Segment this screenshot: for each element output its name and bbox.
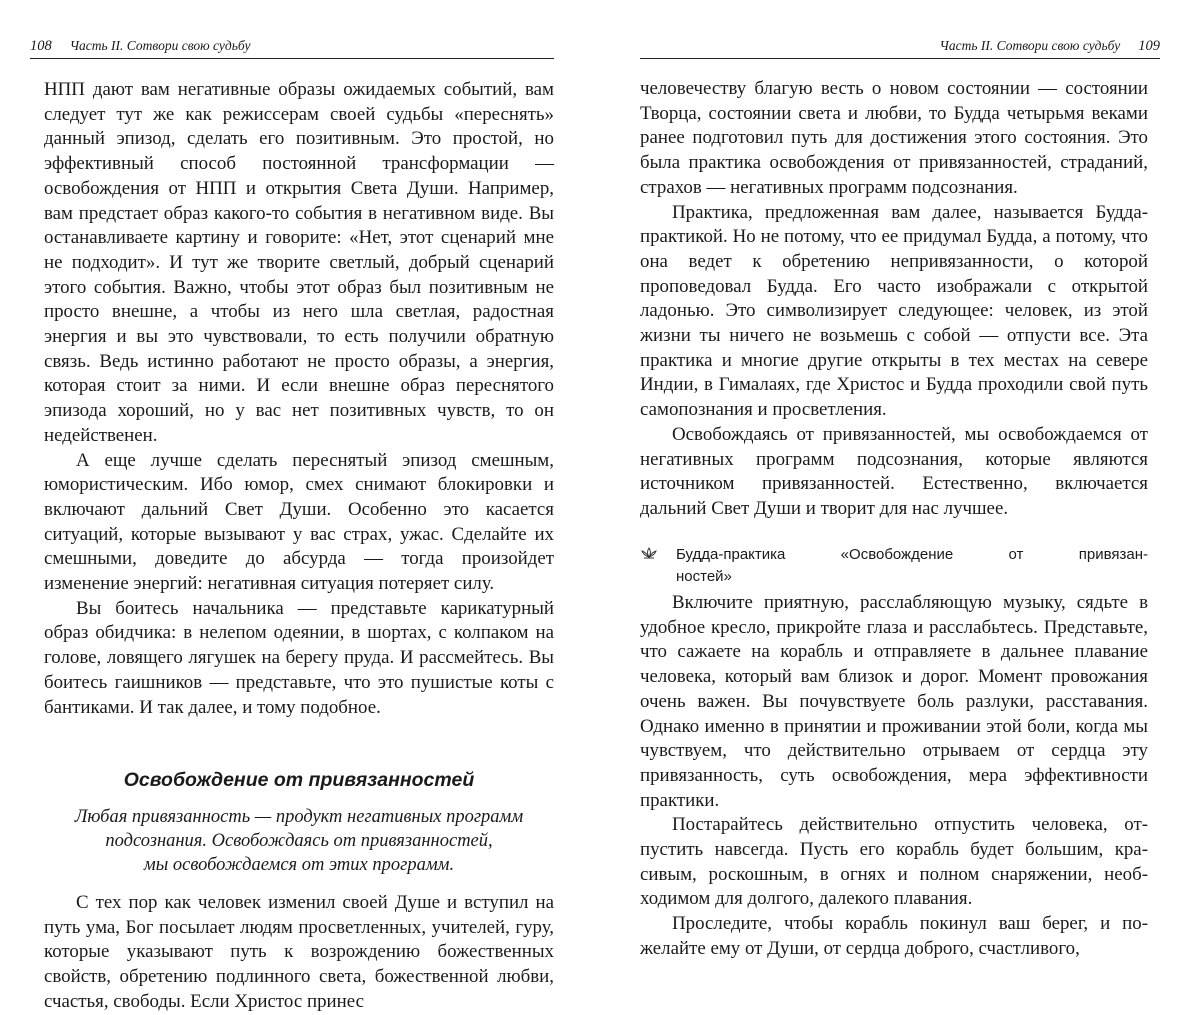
epigraph-line-2: подсознания. Освобождаясь от привязанностей, (105, 830, 493, 851)
practice-heading (640, 544, 1148, 588)
practice-heading-line-1: Будда-практика «Освобождение от привязан- (676, 546, 1148, 563)
right-paragraph-2: Практика, предложенная вам далее, называется Будда-практикой. Но не потому, что ее придумал Будда, а потому, что она ведет к обретению непривязанности, о которой проповедовал Будда. Его часто изображали с открытой ладонью. Это символизирует следующее: человек, из этой жизни ты ничего не возьмешь с собой — отпусти все. Эта практика и многие другие открыты в тех местах на севере Индии, в Гималаях, где Христос и Будда проходили свой путь самопознания и просветления. (640, 201, 1148, 421)
left-paragraph-3: Вы боитесь начальника — представьте карикатурный образ обидчика: в нелепом одеянии, в шортах, с колпаком на голове, ловящего лягушек на берегу пруда. И рассмейтесь. Вы боитесь гаишников — представьте, что это пушистые коты с бантиками. И так далее, и тому подобное. (44, 597, 554, 718)
right-paragraph-6: Проследите, чтобы корабль покинул ваш берег, и пожелайте ему от Души, от сердца доброго, счастливого, (640, 913, 1148, 959)
practice-heading-line-2: ностей» (676, 568, 732, 585)
lotus-ornament-icon (640, 544, 658, 566)
right-page-body-top (640, 77, 1148, 522)
left-page-number: 108 (30, 38, 52, 54)
left-running-head (30, 38, 554, 59)
right-paragraph-5: Постарайтесь действительно отпустить человека, отпустить навсегда. Пусть его корабль будет большим, красивым, роскошным, в огнях и полном снаряжении, необходимом для долгого, далекого плавания. (640, 814, 1148, 910)
right-running-head (640, 38, 1160, 59)
left-page-body (44, 78, 554, 1015)
epigraph-line-1: Любая привязанность — продукт негативных программ (74, 806, 524, 827)
epigraph-line-3: мы освобождаемся от этих программ. (143, 854, 455, 875)
right-page-number: 109 (1138, 38, 1160, 54)
right-running-head-title: Часть II. Сотвори свою судьбу (939, 38, 1121, 53)
left-paragraph-4: С тех пор как человек изменил своей Душе и вступил на путь ума, Бог посылает людям просветленных, учителей, гуру, которые указывают путь к возрождению божественных свойств, обретению подлинного света, божественной любви, счастья, свободы. Если Христос принес (44, 891, 554, 1012)
right-paragraph-1: человечеству благую весть о новом состоянии — состоянии Творца, состоянии света и любви, то Будда четырьмя веками ранее подготовил путь для достижения этого состояния. Это была практика освобождения от привязанностей, страданий, страхов — негативных программ подсознания. (640, 78, 1148, 198)
left-paragraph-1: НПП дают вам негативные образы ожидаемых событий, вам следует тут же как режиссерам своей судьбы «переснять» данный эпизод, сделать его позитивным. Это простой, но эффективный способ постоянной трансформации — освобождения от НПП и открытия Света Души. Например, вам предстает образ какого-то события в негативном виде. Вы останавливаете картину и говорите: «Нет, этот сценарий мне не подходит». И тут же творите светлый, добрый сценарий этого события. Важно, чтобы этот образ был позитивным не просто внешне, а чтобы из него шла светлая, радостная энергия и вы это чувствовали, то есть получили обратную связь. Ведь истинно работают не просто образы, а энергия, которая стоит за ними. И если внешне образ переснятого эпизода хороший, но у вас нет позитивных чувств, то он недейственен. (44, 79, 554, 446)
right-paragraph-4: Включите приятную, расслабляющую музыку, сядьте в удобное кресло, прикройте глаза и расслабьтесь. Представьте, что сажаете на корабль и отправляете в дальнее плавание человека, который вам близок и дорог. Момент провожания очень важен. Вы почувствуете боль разлуки, расставания. Однако именно в принятии и проживании этой боли, когда мы чувствуем, что действительно отрываем от сердца эту привязанность, суть освобождения, мера эффективности практики. (640, 592, 1148, 811)
epigraph (44, 805, 554, 877)
right-page (600, 0, 1200, 987)
left-paragraph-2: А еще лучше сделать переснятый эпизод смешным, юмористическим. Ибо юмор, смех снимают блокировки и включают дальний Свет Души. Особенно это касается ситуаций, которые вызывают у вас страх, ужас. Сделайте их смешными, доведите до абсурда — тогда произойдет изменение энергий: негативная ситуация потеряет силу. (44, 449, 554, 595)
right-paragraph-3: Освобождаясь от привязанностей, мы освобождаемся от негативных программ подсознания, которые являются источником привязанностей. Естественно, включается дальний Свет Души и творит для нас лучшее. (640, 423, 1148, 519)
right-page-body-bottom (640, 591, 1148, 962)
left-running-head-title: Часть II. Сотвори свою судьбу (69, 38, 251, 53)
section-title: Освобождение от привязанностей (123, 769, 475, 792)
left-page (0, 0, 600, 1012)
